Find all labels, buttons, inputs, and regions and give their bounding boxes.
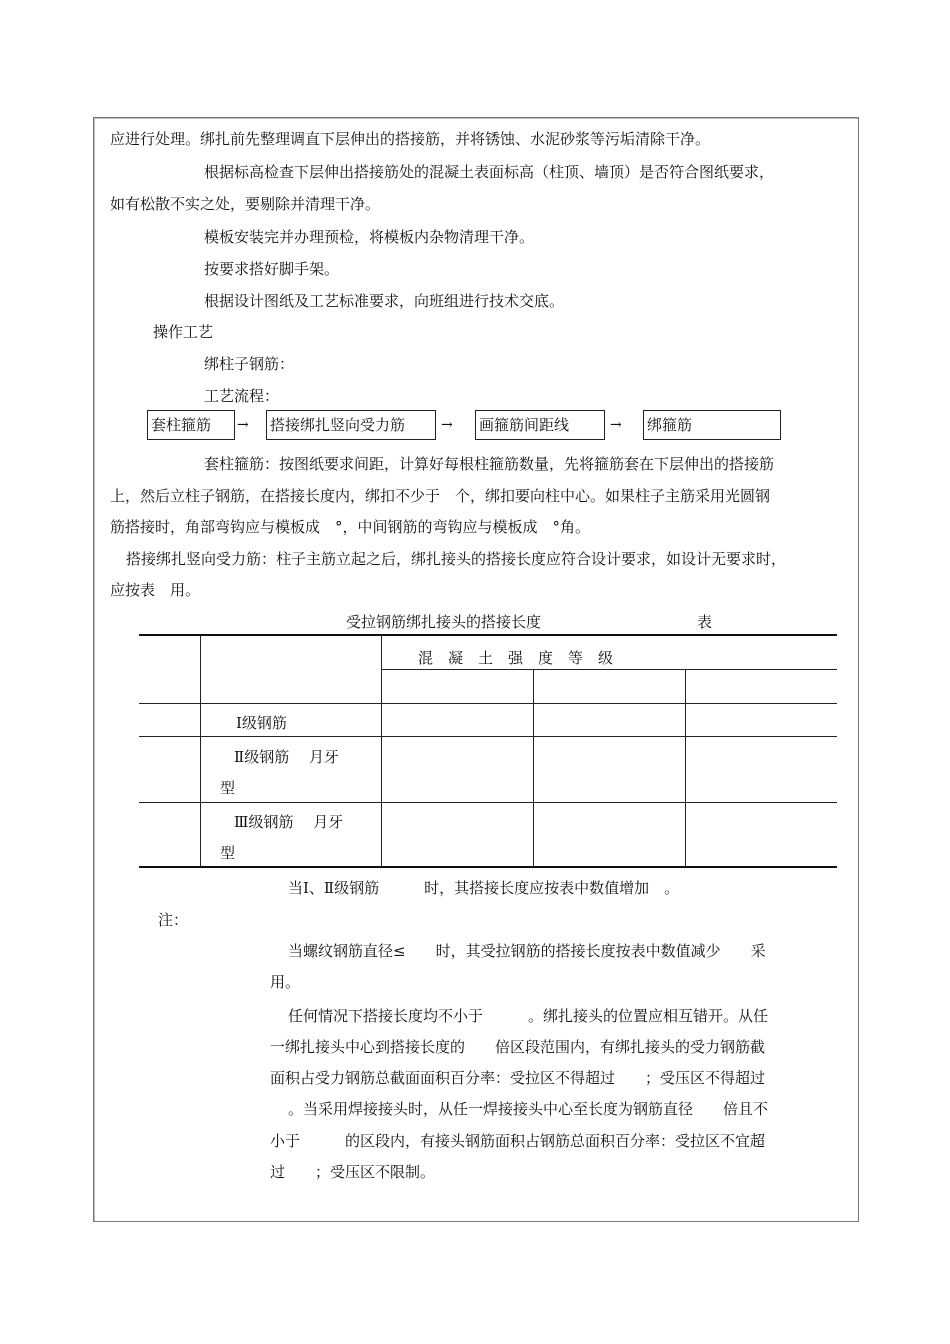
flow-arrow-icon: → [237,417,249,433]
note-1-line-1: 当螺纹钢筋直径≤ 时，其受拉钢筋的搭接长度按表中数值减少 采 [288,942,766,960]
flow-step-4: 绑箍筋 [643,410,781,440]
prep-line-2: 根据标高检查下层伸出搭接筋处的混凝土表面标高（柱顶、墙顶）是否符合图纸要求， [204,163,775,181]
prep-line-3: 如有松散不实之处，要剔除并清理干净。 [110,195,381,213]
section-title: 操作工艺 [153,323,214,341]
section-subtitle: 绑柱子钢筋： [204,355,295,373]
note-2-line-4: 。当采用焊接接头时，从任一焊接接头中心至长度为钢筋直径 倍且不 [288,1100,769,1118]
note-2-line-5: 小于 的区段内，有接头钢筋面积占钢筋总面积百分率：受拉区不宜超 [270,1132,766,1150]
table-row-grade3: Ⅲ级钢筋 月牙 [234,813,344,831]
prep-line-6: 根据设计图纸及工艺标准要求，向班组进行技术交底。 [204,292,565,310]
table-row-grade3-cont: 型 [220,844,236,862]
note-1-line-2: 用。 [270,973,301,991]
table-caption-suffix: 表 [697,613,713,631]
notes-label: 注： [158,911,189,929]
flow-label: 工艺流程： [204,387,280,405]
para1-line-1: 套柱箍筋：按图纸要求间距，计算好每根柱箍筋数量，先将箍筋套在下层伸出的搭接筋 [204,455,775,473]
para1-line-2: 上，然后立柱子钢筋，在搭接长度内，绑扣不少于 个，绑扣要向柱中心。如果柱子主筋采用光圆钢 [110,487,771,505]
table-row-grade1: Ⅰ级钢筋 [236,714,287,732]
note-2-line-2: 一绑扎接头中心到搭接长度的 倍区段范围内，有绑扎接头的受力钢筋截 [270,1038,766,1056]
flow-arrow-icon: → [441,417,453,433]
flow-arrow-icon: → [610,417,622,433]
note-2-line-1: 任何情况下搭接长度均不小于 。绑扎接头的位置应相互错开。从任 [288,1007,769,1025]
note-2-line-6: 过 ；受压区不限制。 [270,1163,436,1181]
prep-line-5: 按要求搭好脚手架。 [204,260,340,278]
prep-line-4: 模板安装完并办理预检，将模板内杂物清理干净。 [204,228,535,246]
note-2-line-3: 面积占受力钢筋总截面面积百分率：受拉区不得超过 ；受压区不得超过 [270,1069,766,1087]
flow-step-1: 套柱箍筋 [147,410,235,440]
table-note: 当Ⅰ、Ⅱ级钢筋 时，其搭接长度应按表中数值增加 。 [288,879,680,897]
table-header-concrete-grade: 混 凝 土 强 度 等 级 [418,649,614,667]
flow-step-2: 搭接绑扎竖向受力筋 [266,410,436,440]
table-caption: 受拉钢筋绑扎接头的搭接长度 [346,613,542,631]
table-row-grade2-cont: 型 [220,779,236,797]
para2-line-2: 应按表 用。 [110,581,201,599]
flow-step-3: 画箍筋间距线 [475,410,605,440]
table-row-grade2: Ⅱ级钢筋 月牙 [234,748,339,766]
para2-line-1: 搭接绑扎竖向受力筋：柱子主筋立起之后，绑扎接头的搭接长度应符合设计要求，如设计无要求时， [126,550,787,568]
prep-line-1: 应进行处理。绑扎前先整理调直下层伸出的搭接筋，并将锈蚀、水泥砂浆等污垢清除干净。 [110,130,711,148]
para1-line-3: 筋搭接时，角部弯钩应与模板成 °，中间钢筋的弯钩应与模板成 °角。 [110,518,591,536]
